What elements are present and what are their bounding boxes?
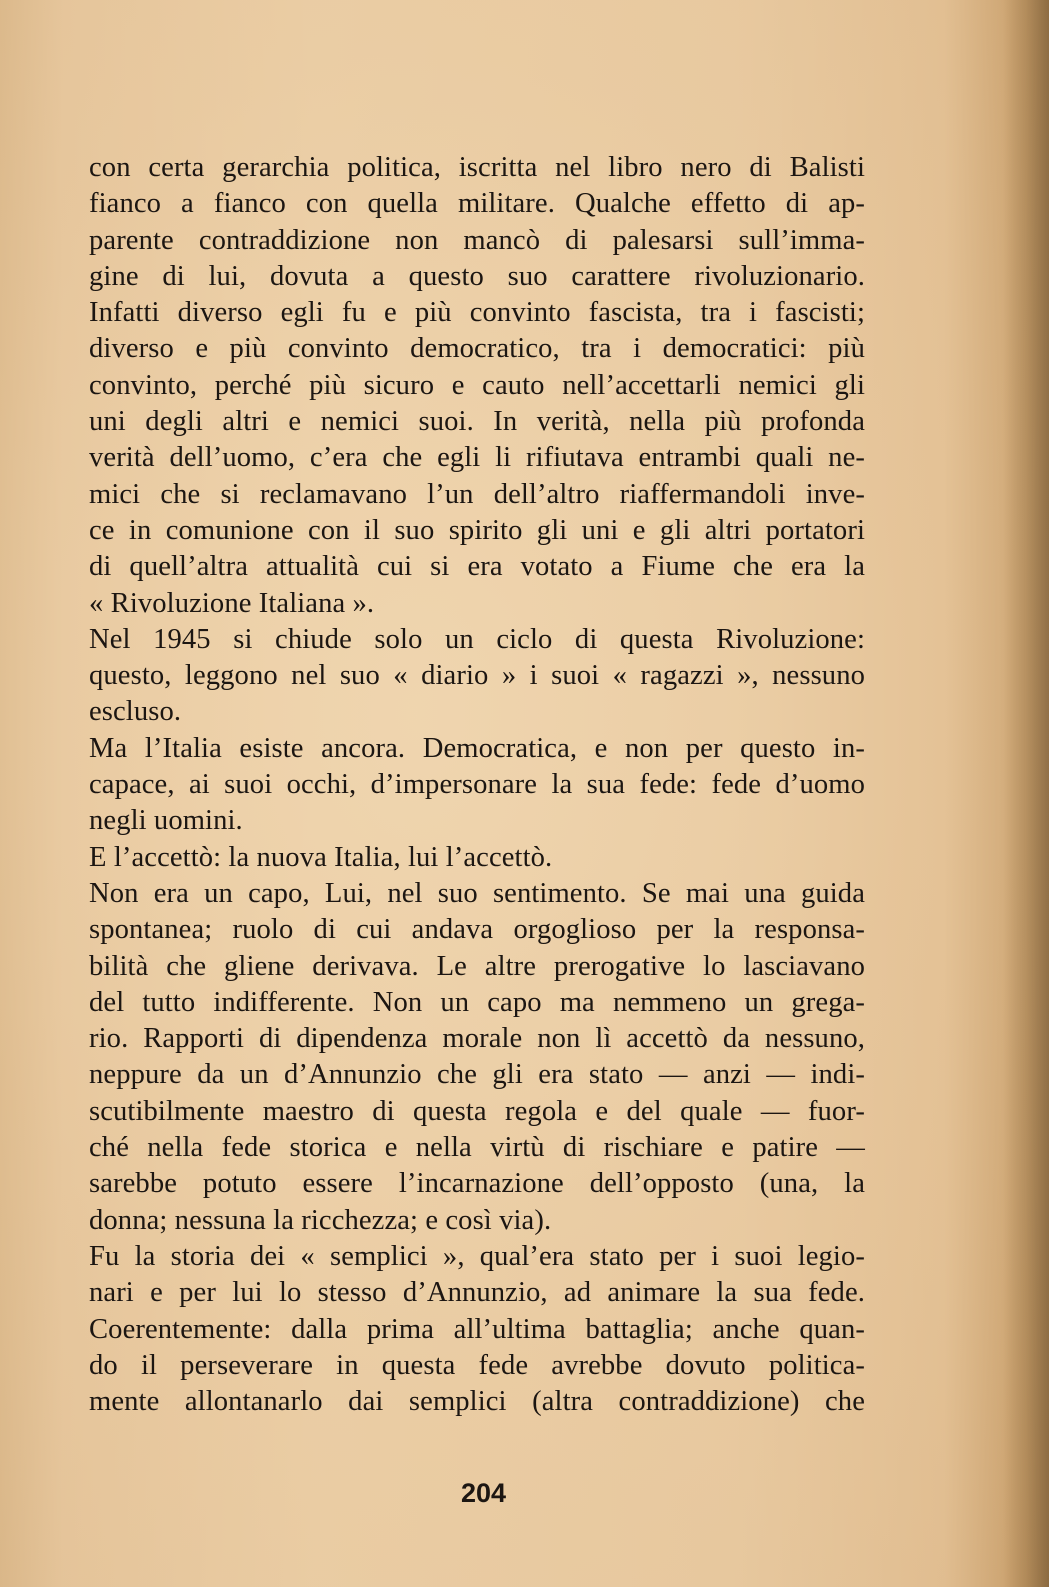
text-line: fianco a fianco con quella militare. Qualche effetto di ap- — [89, 188, 865, 220]
text-line: Non era un capo, Lui, nel suo sentimento. Se mai una guida — [89, 877, 865, 909]
text-line: Nel 1945 si chiude solo un ciclo di questa Rivoluzione: — [89, 623, 865, 655]
text-line: diverso e più convinto democratico, tra i democratici: più — [89, 333, 865, 365]
text-line: spontanea; ruolo di cui andava orgoglioso per la responsa- — [89, 914, 865, 946]
text-line: ché nella fede storica e nella virtù di rischiare e patire — — [89, 1132, 865, 1164]
text-line: nari e per lui lo stesso d’Annunzio, ad animare la sua fede. — [89, 1277, 865, 1309]
text-line: del tutto indifferente. Non un capo ma nemmeno un grega- — [89, 986, 865, 1018]
text-line: sarebbe potuto essere l’incarnazione dell’opposto (una, la — [89, 1168, 865, 1200]
text-line: verità dell’uomo, c’era che egli li rifiutava entrambi quali ne- — [89, 442, 865, 474]
text-line: mici che si reclamavano l’un dell’altro riaffermandoli inve- — [89, 478, 865, 510]
text-line: questo, leggono nel suo « diario » i suoi « ragazzi », nessuno — [89, 660, 865, 692]
body-text — [89, 150, 865, 1420]
text-line: scutibilmente maestro di questa regola e del quale — fuor- — [89, 1095, 865, 1127]
text-line: Fu la storia dei « semplici », qual’era stato per i suoi legio- — [89, 1240, 865, 1272]
page-number: 204 — [460, 1478, 507, 1508]
text-line: gine di lui, dovuta a questo suo carattere rivoluzionario. — [89, 260, 865, 292]
text-line: Ma l’Italia esiste ancora. Democratica, e non per questo in- — [89, 732, 865, 764]
text-line: escluso. — [89, 696, 182, 728]
text-line: con certa gerarchia politica, iscritta nel libro nero di Balisti — [89, 152, 865, 183]
text-line: ce in comunione con il suo spirito gli uni e gli altri portatori — [89, 514, 865, 546]
text-line: E l’accettò: la nuova Italia, lui l’accettò. — [89, 841, 553, 873]
text-line: donna; nessuna la ricchezza; e così via). — [89, 1204, 552, 1236]
text-line: uni degli altri e nemici suoi. In verità, nella più profonda — [89, 406, 865, 438]
text-line: Coerentemente: dalla prima all’ultima battaglia; anche quan- — [89, 1313, 865, 1345]
text-line: rio. Rapporti di dipendenza morale non lì accettò da nessuno, — [89, 1023, 865, 1055]
text-line: convinto, perché più sicuro e cauto nell’accettarli nemici gli — [89, 369, 865, 401]
text-line: di quell’altra attualità cui si era votato a Fiume che era la — [89, 551, 865, 583]
text-line: negli uomini. — [89, 805, 243, 837]
page-edge-shadow — [1003, 0, 1049, 1587]
text-line: do il perseverare in questa fede avrebbe dovuto politica- — [89, 1349, 865, 1381]
text-line: neppure da un d’Annunzio che gli era stato — anzi — indi- — [89, 1059, 865, 1091]
text-line: mente allontanarlo dai semplici (altra contraddizione) che — [89, 1386, 865, 1418]
text-line: bilità che gliene derivava. Le altre prerogative lo lasciavano — [89, 950, 865, 982]
text-line: capace, ai suoi occhi, d’impersonare la sua fede: fede d’uomo — [89, 769, 865, 801]
text-line: « Rivoluzione Italiana ». — [89, 587, 375, 619]
text-line: Infatti diverso egli fu e più convinto fascista, tra i fascisti; — [89, 297, 865, 329]
text-line: parente contraddizione non mancò di palesarsi sull’imma- — [89, 224, 865, 256]
